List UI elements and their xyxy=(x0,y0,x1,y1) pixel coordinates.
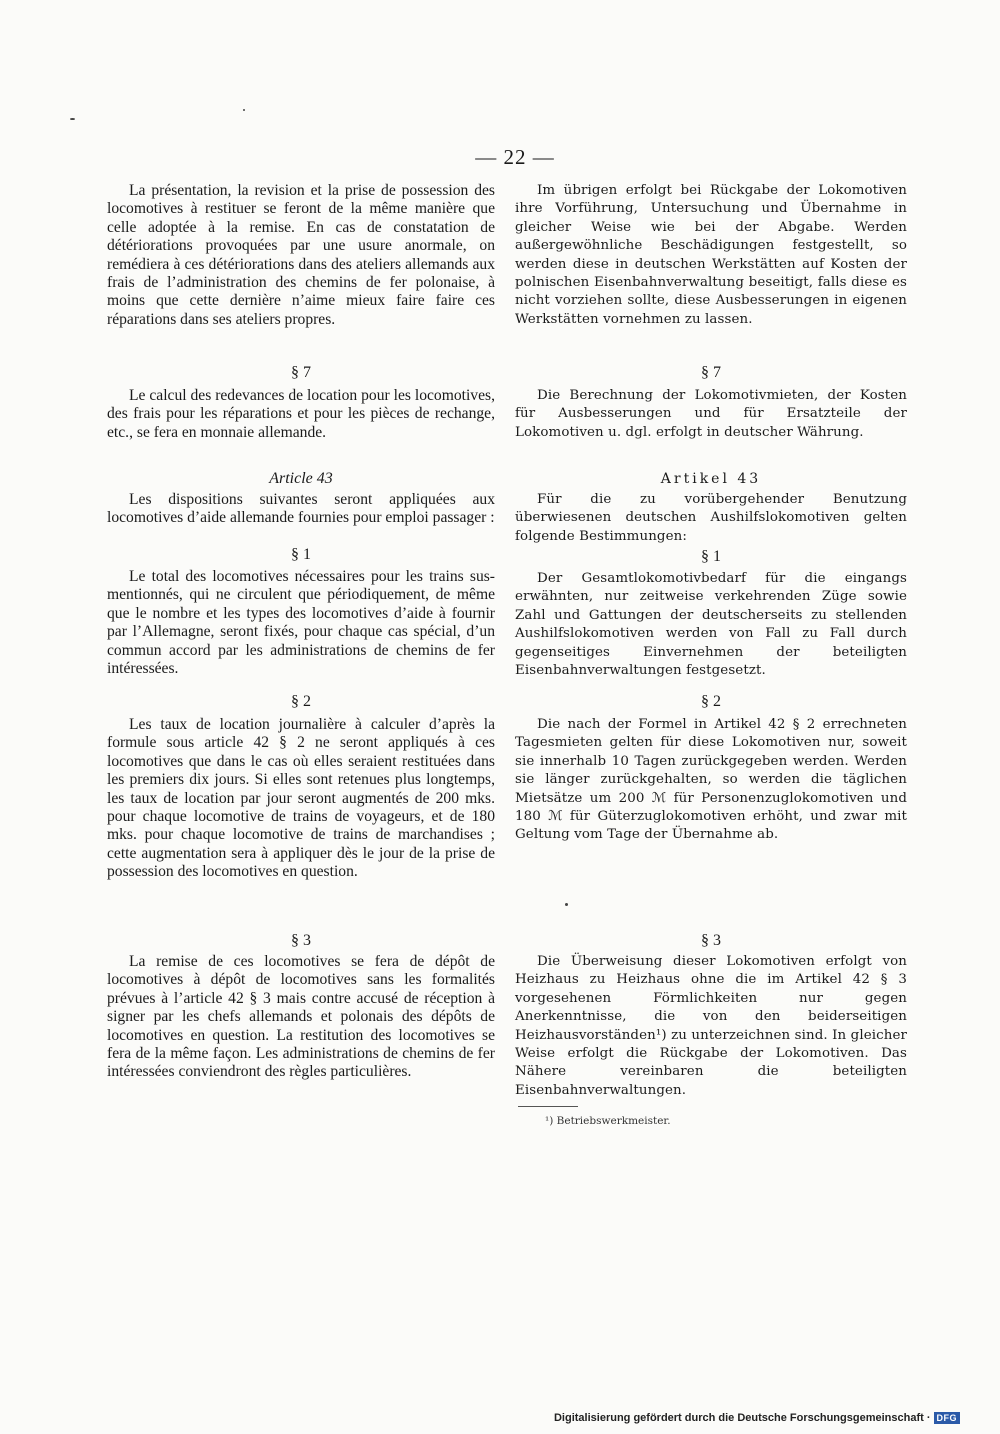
de-article-43-heading: Artikel 43 xyxy=(660,471,762,487)
de-section-2-paragraph: Die nach der Formel in Artikel 42 § 2 errechneten Tagesmieten gelten für diese Lokomotiven nur, soweit sie innerhalb 10 Tagen zurückgegeben werden. Werden sie länger zurückgehalten, so werden die täglichen Mietsätze um 200 ℳ für Personenzuglokomotiven und 180 ℳ für Güterzuglokomotiven erhöht, und zwar mit Geltung vom Tage der Übernahme ab. xyxy=(515,717,907,843)
footnote-rule xyxy=(518,1106,578,1107)
fr-section-3-heading: § 3 xyxy=(291,932,311,949)
fr-section-1-heading: § 1 xyxy=(291,546,311,563)
dfg-logo: DFG xyxy=(934,1412,961,1424)
de-section-3-heading: § 3 xyxy=(701,932,721,949)
fr-intro-paragraph: La présentation, la revision et la prise de possession des locomotives à restituer se feront de la même manière que celle adoptée à la remise. En cas de constatation de détériorations provoquées par une usure anormale, on remédiera à ces détériorations dans des ateliers allemands aux frais de l’administration des chemins de fer polonaise, à moins que cette dernière n’aime mieux faire faire ces réparations dans ses ateliers propres. xyxy=(107,182,495,328)
scan-speck xyxy=(243,109,245,111)
scan-speck xyxy=(565,903,568,906)
fr-section-7-paragraph: Le calcul des redevances de location pour les locomotives, des frais pour les réparations et pour les pièces de rechange, etc., se fera en monnaie allemande. xyxy=(107,387,495,441)
de-section-1-heading: § 1 xyxy=(701,548,721,565)
de-section-2-heading: § 2 xyxy=(701,693,721,710)
de-intro-paragraph: Im übrigen erfolgt bei Rückgabe der Lokomotiven ihre Vorführung, Untersuchung und Übernahme in gleicher Weise wie bei der Abgabe. Werden außergewöhnliche Beschädigungen festgestellt, so werden diese in deutschen Werkstätten auf Kosten der polnischen Eisenbahnverwaltung beseitigt, falls diese es nicht vorziehen sollte, diese Ausbesserungen in eigenen Werkstätten vornehmen zu lassen. xyxy=(515,183,907,327)
fr-section-1-paragraph: Le total des locomotives nécessaires pour les trains sus-mentionnés, qui ne circulent que périodiquement, de même que le nombre et les types des locomotives d’aide à fournir par l’Allemagne, seront fixés, pour chaque cas spécial, d’un commun accord par les administrations de chemins de fer intéressées. xyxy=(107,568,495,678)
footer-text: Digitalisierung gefördert durch die Deutsche Forschungsgemeinschaft · xyxy=(553,1412,931,1424)
fr-section-2-heading: § 2 xyxy=(291,693,311,710)
footnote: ¹) Betriebswerkmeister. xyxy=(545,1115,671,1127)
fr-article-43-paragraph: Les dispositions suivantes seront appliquées aux locomotives d’aide allemande fournies pour emploi passager : xyxy=(107,491,495,527)
scan-speck xyxy=(70,118,75,120)
de-section-3-paragraph: Die Überweisung dieser Lokomotiven erfolgt von Heizhaus zu Heizhaus ohne die im Artikel 42 § 3 vorgesehenen Förmlichkeiten nur gegen Anerkenntnisse, die von den beiderseitigen Heizhausvorständen¹) zu unterzeichnen sind. In gleicher Weise erfolgt die Rückgabe der Lokomotiven. Das Nähere vereinbaren die beteiligten Eisenbahnverwaltungen. xyxy=(515,954,907,1098)
de-section-7-heading: § 7 xyxy=(701,364,721,381)
fr-section-7-heading: § 7 xyxy=(291,364,311,381)
fr-section-3-paragraph: La remise de ces locomotives se fera de dépôt de locomotives à dépôt de locomotives sans les formalités prévues à l’article 42 § 3 mais contre accusé de réception à signer par les chefs allemands et polonais des dépôts de locomotives en question. La restitution des locomotives se fera de la même façon. Les administrations de chemins de fer intéressées conviendront des règles particulières. xyxy=(107,953,495,1081)
de-article-43-paragraph: Für die zu vorübergehender Benutzung überwiesenen deutschen Aushilfslokomotiven gelten folgende Bestimmungen: xyxy=(515,492,907,544)
fr-article-43-heading: Article 43 xyxy=(269,470,333,487)
digitization-footer xyxy=(554,1412,960,1424)
de-section-1-paragraph: Der Gesamtlokomotivbedarf für die eingangs erwähnten, nur zeitweise verkehrenden Züge sowie Zahl und Gattungen der deutscherseits zu stellenden Aushilfslokomotiven werden von Fall zu Fall durch gegenseitiges Einvernehmen der beteiligten Eisenbahnverwaltungen festgesetzt. xyxy=(515,571,907,679)
page-number: — 22 — xyxy=(475,145,555,169)
fr-section-2-paragraph: Les taux de location journalière à calculer d’après la formule sous article 42 § 2 ne seront appliqués à ces locomotives que dans le cas où elles seraient restituées dans les premiers dix jours. Si elles sont retenues plus longtemps, les taux de location par jour seront augmentés de 200 mks. pour chaque locomotive de trains de voyageurs, et de 180 mks. pour chaque locomotive de trains de marchandises ; cette augmentation sera à appliquer dès le jour de la prise de possession des locomotives en question. xyxy=(107,716,495,881)
de-section-7-paragraph: Die Berechnung der Lokomotivmieten, der Kosten für Ausbesserungen und für Ersatzteile der Lokomotiven u. dgl. erfolgt in deutscher Währung. xyxy=(515,388,907,440)
